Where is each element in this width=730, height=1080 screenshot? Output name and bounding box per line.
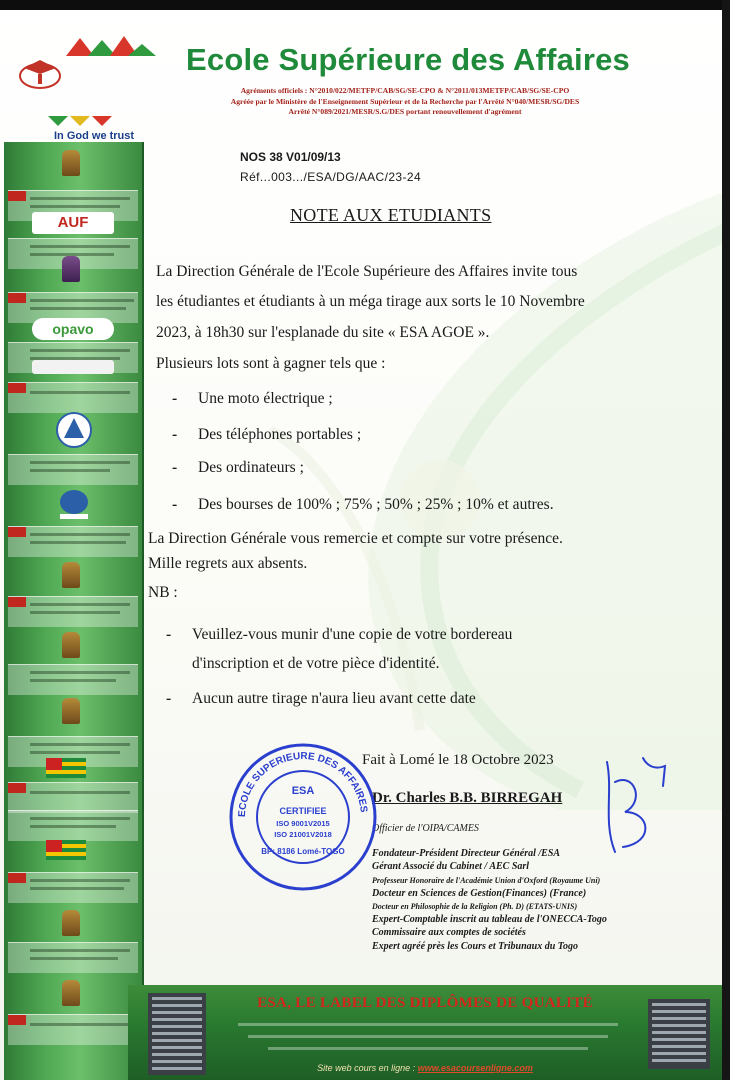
motto-text: In God we trust <box>54 130 135 142</box>
right-scan-edge <box>722 0 730 1080</box>
signer-title: Expert agréé près les Cours et Tribunaux du Togo <box>372 940 578 952</box>
signer-title: Expert-Comptable inscrit au tableau de l'ONECCA-Togo <box>372 914 607 926</box>
school-name: Ecole Supérieure des Affaires <box>186 42 630 77</box>
footer-banner <box>128 985 722 1080</box>
thanks-line: La Direction Générale vous remercie et compte sur votre présence. <box>148 530 563 547</box>
logo-graphic <box>10 34 160 94</box>
award-banner <box>8 382 138 413</box>
trophy-icon <box>62 256 80 282</box>
esa-logo <box>10 34 160 142</box>
award-banner <box>8 1014 138 1045</box>
list-item: - Des téléphones portables ; <box>172 426 362 443</box>
opavo-badge: opavo <box>32 318 114 340</box>
stamp-center: ESA <box>291 785 315 797</box>
list-item: - Des bourses de 100% ; 75% ; 50% ; 25% ; 10% et autres. <box>172 496 554 513</box>
emblem-icon <box>54 410 94 450</box>
official-stamp <box>228 742 378 892</box>
auf-badge: AUF <box>32 212 114 234</box>
agrement-line-1: Agréments officiels : N°2010/022/METFP/CAB/SG/SE-CPO & N°2011/013METFP/CAB/SG/SE-CPO <box>240 86 570 95</box>
left-awards-column <box>4 142 144 1080</box>
agrements-block <box>180 86 630 118</box>
signer-title: Professeur Honoraire de l'Académie Union d'Oxford (Royaume Uni) <box>372 875 601 885</box>
trophy-icon <box>62 698 80 724</box>
togo-flag-icon <box>46 758 86 778</box>
reference-code: Réf...003.../ESA/DG/AAC/23-24 <box>240 170 422 184</box>
award-banner <box>8 454 138 485</box>
stamp-cert-1: CERTIFIEE <box>279 806 327 816</box>
list-item: - Des ordinateurs ; <box>172 459 304 476</box>
award-banner <box>8 526 138 557</box>
signer-titles <box>372 822 607 953</box>
partner-badge <box>32 360 114 374</box>
signer-title: Officier de l'OIPA/CAMES <box>372 823 479 834</box>
footer-slogan: ESA, LE LABEL DES DIPLÔMES DE QUALITÉ <box>257 995 593 1011</box>
stamp-ring-text: ECOLE SUPERIEURE DES AFFAIRES <box>236 750 369 818</box>
logo-bottom-triangles <box>10 114 160 134</box>
award-banner <box>8 942 138 973</box>
award-banner <box>8 782 138 813</box>
agrement-line-2: Agréée par le Ministère de l'Enseignement Supérieur et de la Recherche par l'Arrêté N°040/MESR/SG/DES <box>230 96 580 106</box>
lots-intro: Plusieurs lots sont à gagner tels que : <box>156 355 386 372</box>
signer-title: Docteur en Sciences de Gestion(Finances) (France) <box>372 887 587 899</box>
award-banner <box>8 664 138 695</box>
award-banner <box>8 810 138 841</box>
footer-website: Site web cours en ligne : www.esacoursenligne.com <box>317 1063 533 1073</box>
award-banner <box>8 872 138 903</box>
top-scan-edge <box>0 0 730 10</box>
trophy-icon <box>62 632 80 658</box>
document-title: NOTE AUX ETUDIANTS <box>290 205 492 225</box>
trophy-icon <box>62 150 80 176</box>
reference-number: NOS 38 V01/09/13 <box>240 150 341 164</box>
signer-title: Fondateur-Président Directeur Général /ESA <box>372 848 561 860</box>
stamp-cert-2: ISO 9001V2015 <box>276 819 330 828</box>
signer-title: Gérant Associé du Cabinet / AEC Sarl <box>372 861 530 873</box>
place-date: Fait à Lomé le 18 Octobre 2023 <box>362 752 554 768</box>
trophy-icon <box>62 980 80 1006</box>
regrets-line: Mille regrets aux absents. <box>148 555 308 572</box>
stamp-cert-3: ISO 21001V2018 <box>274 830 332 839</box>
togo-flag-icon <box>46 840 86 860</box>
trophy-icon <box>62 562 80 588</box>
paragraph-line: La Direction Générale de l'Ecole Supérieure des Affaires invite tous <box>156 263 578 280</box>
trophy-icon <box>62 910 80 936</box>
list-item: - Veuillez-vous munir d'une copie de votre bordereau <box>166 626 513 643</box>
umoa-logo-icon <box>54 486 94 520</box>
signer-title: Commissaire aux comptes de sociétés <box>372 927 526 939</box>
agrement-line-3: Arrêté N°089/2021/MESR/S.G/DES portant renouvellement d'agrément <box>288 107 522 116</box>
handwritten-signature <box>595 752 675 862</box>
list-item: - Une moto électrique ; <box>172 390 333 407</box>
paragraph-line: 2023, à 18h30 sur l'esplanade du site « ESA AGOE ». <box>156 324 490 341</box>
paragraph-line: d'inscription et de votre pièce d'identité. <box>192 655 440 672</box>
website-link[interactable]: www.esacoursenligne.com <box>417 1063 533 1073</box>
stamp-bp: BP: 8186 Lomé-TOGO <box>261 847 345 856</box>
signer-title: Docteur en Philosophie de la Religion (Ph. D) (ETATS-UNIS) <box>372 902 578 912</box>
award-banner <box>8 596 138 627</box>
signer-name: Dr. Charles B.B. BIRREGAH <box>372 790 563 806</box>
nb-label: NB : <box>148 584 178 601</box>
paragraph-line: les étudiantes et étudiants à un méga tirage aux sorts le 10 Novembre <box>156 293 585 310</box>
list-item: - Aucun autre tirage n'aura lieu avant cette date <box>166 690 476 707</box>
